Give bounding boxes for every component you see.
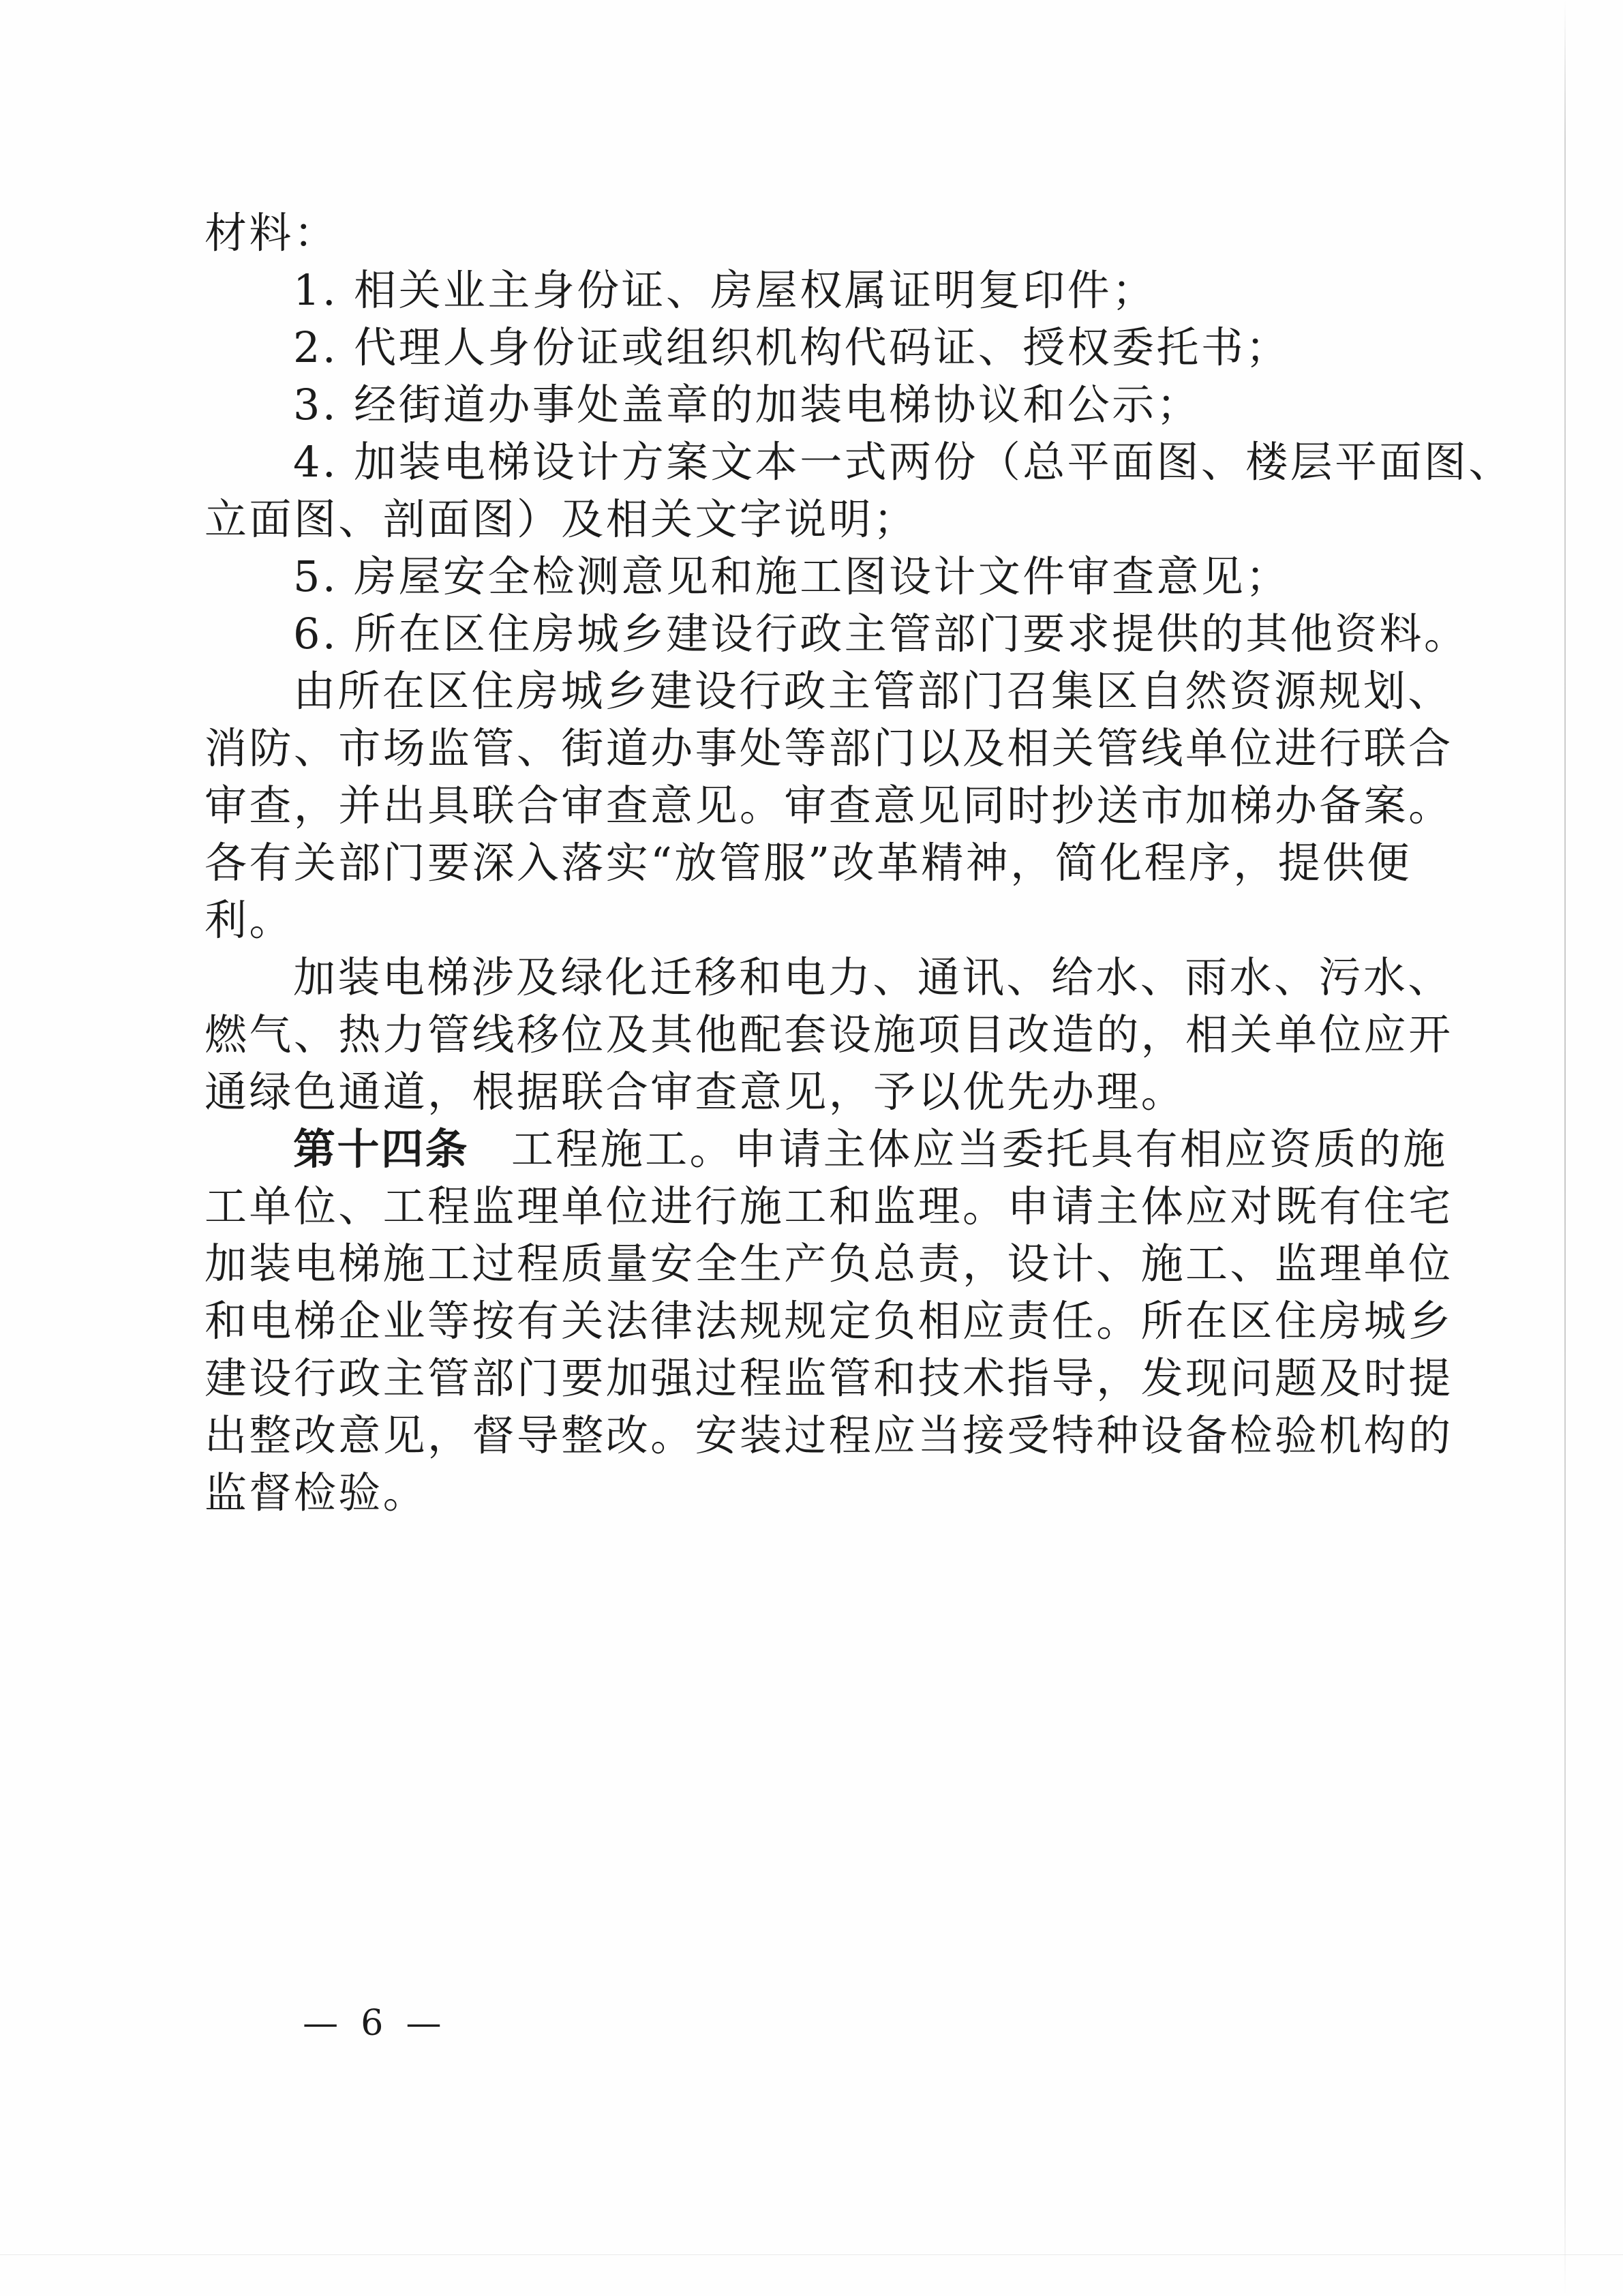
- green-channel-line-3: 通绿色通道，根据联合审查意见，予以优先办理。: [204, 1067, 1186, 1117]
- green-channel-line-1: 加装电梯涉及绿化迁移和电力、通讯、给水、雨水、污水、: [293, 952, 1453, 1002]
- joint-review-line-1: 由所在区住房城乡建设行政主管部门召集区自然资源规划、: [293, 666, 1453, 716]
- article-14-line-6: 出整改意见，督导整改。安装过程应当接受特种设备检验机构的: [204, 1410, 1453, 1460]
- list-item-3: 3. 经街道办事处盖章的加装电梯协议和公示；: [293, 380, 1201, 429]
- article-14-title: 工程施工。: [511, 1124, 734, 1174]
- joint-review-line-4: 各有关部门要深入落实“放管服”改革精神，简化程序，提供便: [204, 838, 1412, 888]
- scan-edge-bottom: [0, 2254, 1623, 2255]
- article-14-line-3: 加装电梯施工过程质量安全生产负总责，设计、施工、监理单位: [204, 1239, 1453, 1288]
- joint-review-line-2: 消防、市场监管、街道办事处等部门以及相关管线单位进行联合: [204, 723, 1453, 773]
- article-14-first-line: [204, 1121, 1448, 1178]
- article-14-line-4: 和电梯企业等按有关法律法规规定负相应责任。所在区住房城乡: [204, 1296, 1453, 1346]
- list-item-4: 4. 加装电梯设计方案文本一式两份（总平面图、楼层平面图、: [293, 437, 1513, 487]
- page-number: — 6 —: [303, 2003, 447, 2044]
- green-channel-line-2: 燃气、热力管线移位及其他配套设施项目改造的，相关单位应开: [204, 1010, 1453, 1059]
- list-item-2: 2. 代理人身份证或组织机构代码证、授权委托书；: [293, 322, 1290, 372]
- article-14-line-5: 建设行政主管部门要加强过程监管和技术指导，发现问题及时提: [204, 1353, 1453, 1403]
- page-text-body: [204, 205, 1513, 1522]
- list-item-1: 1. 相关业主身份证、房屋权属证明复印件；: [293, 265, 1157, 315]
- list-item-4-continued: 立面图、剖面图）及相关文字说明；: [204, 494, 918, 544]
- list-item-6: 6. 所在区住房城乡建设行政主管部门要求提供的其他资料。: [293, 609, 1469, 659]
- list-item-5: 5. 房屋安全检测意见和施工图设计文件审查意见；: [293, 552, 1290, 601]
- lead-in-line: 材料：: [204, 208, 339, 258]
- article-14-line-2: 工单位、工程监理单位进行施工和监理。申请主体应对既有住宅: [204, 1181, 1453, 1231]
- article-14-heading: 第十四条: [293, 1124, 469, 1174]
- joint-review-line-3: 审查，并出具联合审查意见。审查意见同时抄送市加梯办备案。: [204, 781, 1453, 830]
- article-14-first-line-rest: 申请主体应当委托具有相应资质的施: [733, 1124, 1448, 1174]
- joint-review-line-5: 利。: [204, 895, 294, 945]
- scan-edge-right: [1564, 0, 1566, 2296]
- article-14-line-7: 监督检验。: [204, 1468, 428, 1517]
